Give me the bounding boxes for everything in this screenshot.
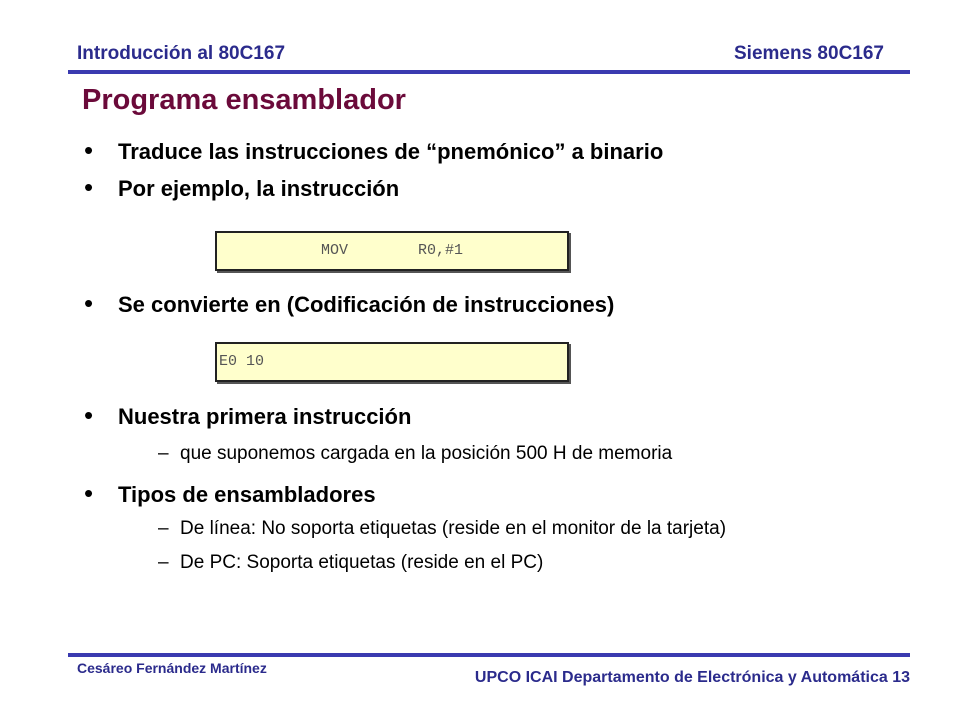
sub-dash: – [158,443,169,464]
bottom-rule [68,653,910,657]
sub-bullet-pc-assembler: De PC: Soporta etiquetas (reside en el PC) [180,552,544,573]
sub-bullet-memory: que suponemos cargada en la posición 500 H de memoria [180,443,673,464]
sub-bullet-line-assembler: De línea: No soporta etiquetas (reside en el monitor de la tarjeta) [180,518,727,539]
bullet-marker: • [84,478,94,508]
bullet-marker: • [84,288,94,318]
footer-author: Cesáreo Fernández Martínez [77,660,267,676]
bullet-example: Por ejemplo, la instrucción [118,176,400,201]
bullet-converts: Se convierte en (Codificación de instrucciones) [118,292,615,317]
footer-department: UPCO ICAI Departamento de Electrónica y Automática 13 [474,669,910,686]
bullet-first-instruction: Nuestra primera instrucción [118,404,412,429]
bullet-translate: Traduce las instrucciones de “pnemónico” a binario [118,139,664,164]
bullet-assembler-types: Tipos de ensambladores [118,482,376,507]
bullet-marker: • [84,135,94,165]
top-rule [68,70,910,74]
code-mnemonic: MOV [321,242,349,259]
code-box-encoding [215,342,569,382]
slide-title: Programa ensamblador [82,84,406,116]
header-left: Introducción al 80C167 [77,43,286,64]
bullet-marker: • [84,400,94,430]
code-encoding: E0 10 [219,353,265,370]
code-operands: R0,#1 [418,242,464,259]
header-right: Siemens 80C167 [734,43,884,64]
sub-dash: – [158,552,169,573]
bullet-marker: • [84,172,94,202]
sub-dash: – [158,518,169,539]
code-box-instruction [215,231,569,271]
